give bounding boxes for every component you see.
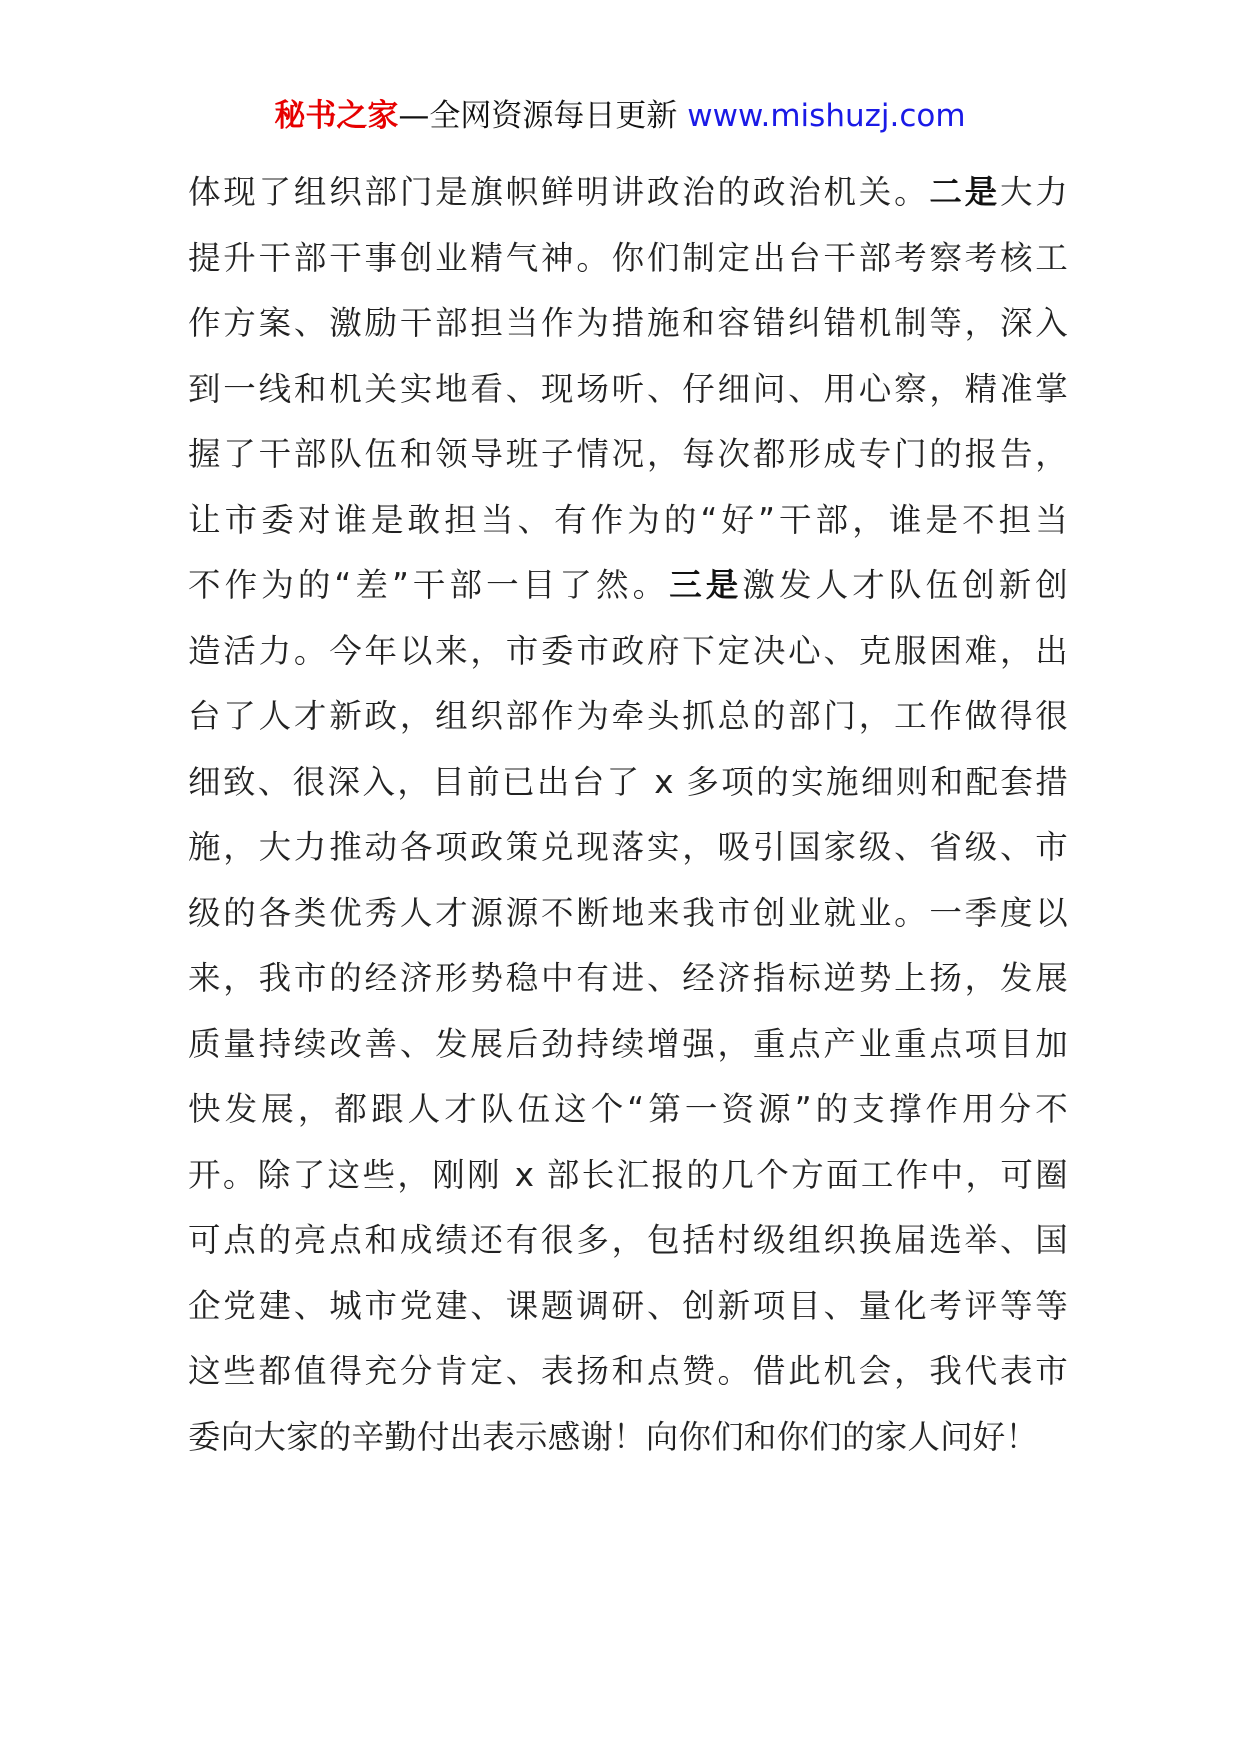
text-segment: 这些都值得充分肯定、表扬和点赞。借此机会，我代表市 [188, 1352, 1068, 1390]
text-line [188, 1143, 1068, 1209]
site-brand: 秘书之家 [274, 98, 399, 134]
text-line [188, 357, 1068, 423]
document-body [188, 160, 1068, 1470]
text-segment: 快发展，都跟人才队伍这个“第一资源”的支撑作用分不 [188, 1090, 1068, 1128]
text-line [188, 1405, 1068, 1471]
text-line [188, 160, 1068, 226]
text-segment: 台了人才新政，组织部作为牵头抓总的部门，工作做得很 [188, 697, 1068, 735]
text-segment: 级的各类优秀人才源源不断地来我市创业就业。一季度以 [188, 893, 1068, 932]
text-line [188, 1339, 1068, 1405]
text-segment: 作方案、激励干部担当作为措施和容错纠错机制等，深入 [188, 304, 1068, 342]
text-segment: 开。除了这些，刚刚 x 部长汇报的几个方面工作中，可圈 [188, 1155, 1068, 1194]
text-segment: 施，大力推动各项政策兑现落实，吸引国家级、省级、市 [188, 828, 1068, 866]
site-url-link[interactable]: www.mishuzj.com [687, 98, 966, 134]
text-segment: 提升干部干事创业精气神。你们制定出台干部考察考核工 [188, 238, 1068, 277]
emphasis-marker: 三是 [669, 566, 743, 604]
text-line [188, 619, 1068, 685]
text-segment: 细致、很深入，目前已出台了 x 多项的实施细则和配套措 [188, 762, 1068, 801]
text-line [188, 815, 1068, 881]
text-segment: 到一线和机关实地看、现场听、仔细问、用心察，精准掌 [188, 369, 1068, 408]
text-line [188, 1208, 1068, 1274]
text-segment: 质量持续改善、发展后劲持续增强，重点产业重点项目加 [188, 1024, 1068, 1063]
emphasis-marker: 二是 [929, 173, 1000, 211]
text-segment: 可点的亮点和成绩还有很多，包括村级组织换届选举、国 [188, 1221, 1068, 1259]
text-line [188, 488, 1068, 554]
text-line [188, 422, 1068, 488]
text-line [188, 684, 1068, 750]
text-segment: 委向大家的辛勤付出表示感谢！向你们和你们的家人问好！ [188, 1417, 1039, 1456]
text-line [188, 1274, 1068, 1340]
text-line [188, 881, 1068, 947]
text-line [188, 1012, 1068, 1078]
text-segment: 让市委对谁是敢担当、有作为的“好”干部，谁是不担当 [188, 500, 1068, 539]
text-segment: 企党建、城市党建、课题调研、创新项目、量化考评等等 [188, 1286, 1068, 1325]
text-segment: 造活力。今年以来，市委市政府下定决心、克服困难，出 [188, 631, 1068, 670]
text-segment: 激发人才队伍创新创 [742, 566, 1068, 604]
text-line [188, 750, 1068, 816]
text-line [188, 1077, 1068, 1143]
text-line [188, 291, 1068, 357]
site-tagline: —全网资源每日更新 [398, 98, 678, 134]
page-header [0, 96, 1240, 136]
text-segment: 体现了组织部门是旗帜鲜明讲政治的政治机关。 [188, 173, 930, 211]
text-line [188, 946, 1068, 1012]
text-line [188, 553, 1068, 619]
text-segment: 大力 [999, 173, 1068, 211]
text-segment: 不作为的“差”干部一目了然。 [188, 566, 670, 604]
text-segment: 握了干部队伍和领导班子情况，每次都形成专门的报告， [188, 435, 1068, 473]
text-segment: 来，我市的经济形势稳中有进、经济指标逆势上扬，发展 [188, 959, 1068, 997]
text-line [188, 226, 1068, 292]
